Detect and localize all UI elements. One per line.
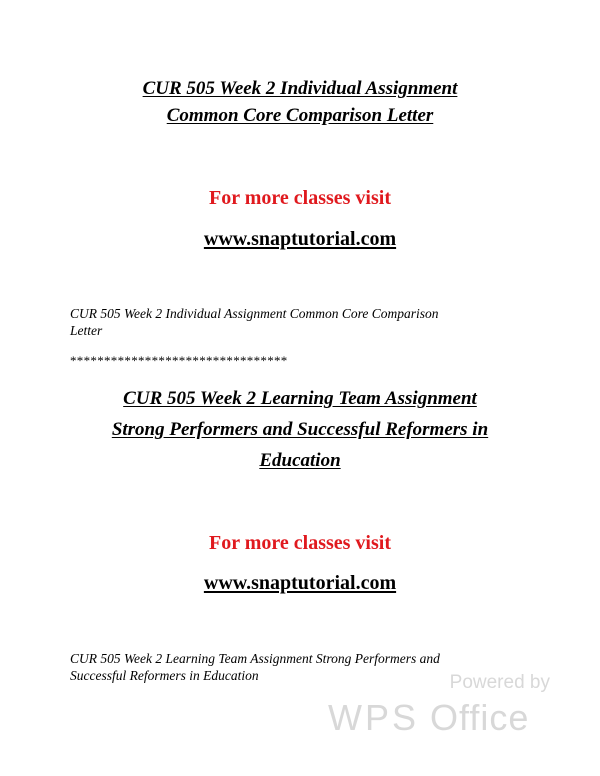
watermark-brand: WPS [328,697,420,738]
section2-title-line1: CUR 505 Week 2 Learning Team Assignment [123,388,477,409]
section1-title-line1: CUR 505 Week 2 Individual Assignment [142,78,458,99]
section1-site-link[interactable]: www.snaptutorial.com [203,228,397,250]
section2-site-link[interactable]: www.snaptutorial.com [203,572,397,594]
wps-office-watermark [328,672,554,742]
section1-visit-text: For more classes visit [208,187,391,209]
watermark-powered-by: Powered by [449,672,550,693]
section2-title-line3: Education [259,450,341,471]
section2-description-line2: Successful Reformers in Education [70,668,259,683]
watermark-product: Office [430,697,530,738]
section1-description-line2: Letter [70,323,103,338]
section1-title-line2: Common Core Comparison Letter [166,105,434,126]
section2-title-line2: Strong Performers and Successful Reformers in [111,419,489,440]
separator-stars: ******************************** [70,353,288,368]
section2-description-line1: CUR 505 Week 2 Learning Team Assignment Strong Performers and [70,651,440,666]
section1-description-line1: CUR 505 Week 2 Individual Assignment Common Core Comparison [70,306,439,321]
wps-logo [328,698,529,738]
section2-visit-text: For more classes visit [208,532,391,554]
